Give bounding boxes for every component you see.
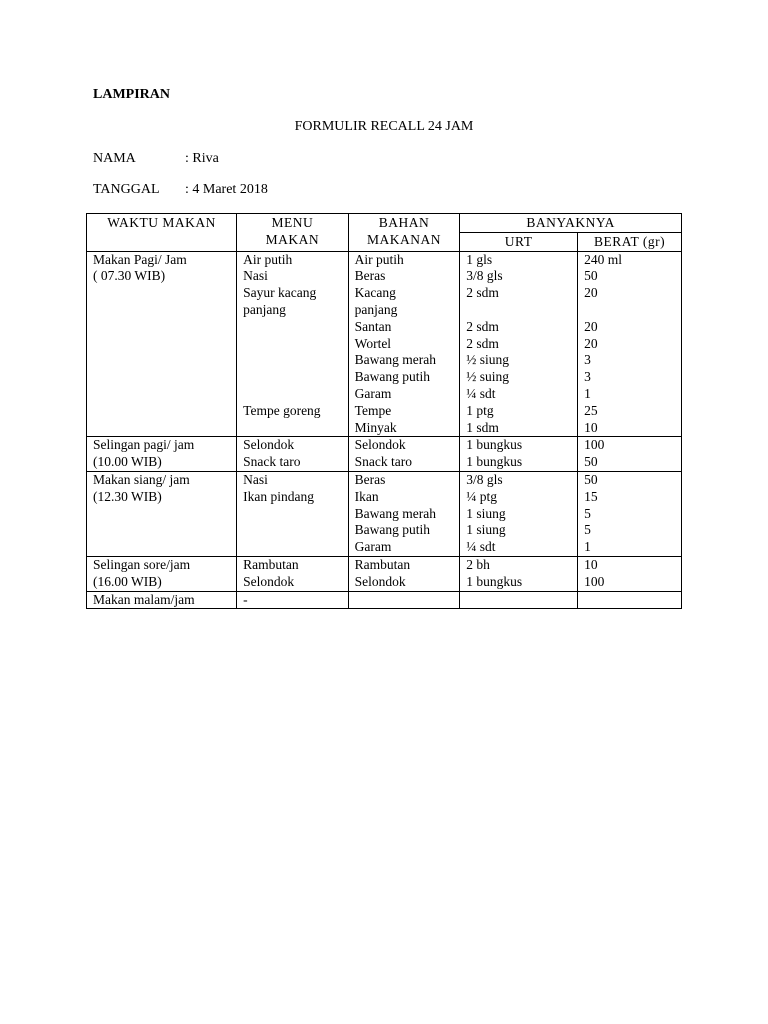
menu-makan-cell	[237, 556, 349, 591]
waktu-makan-cell	[87, 591, 237, 609]
cell-line: 10	[584, 419, 598, 435]
nama-label: NAMA	[93, 151, 136, 166]
cell-line: 20	[584, 318, 598, 334]
berat-cell	[578, 591, 682, 609]
cell-line: 100	[584, 573, 605, 589]
cell-line: 3/8 gls	[466, 471, 503, 487]
waktu-makan-cell	[87, 437, 237, 472]
bahan-makanan-cell	[348, 471, 460, 556]
urt-cell	[460, 251, 578, 437]
tanggal-label: TANGGAL	[93, 182, 160, 197]
cell-line: 1 bungkus	[466, 454, 523, 470]
waktu-makan-cell	[87, 251, 237, 437]
cell-line: 3	[584, 369, 591, 385]
header-berat: BERAT (gr)	[578, 232, 682, 251]
urt-cell	[460, 556, 578, 591]
header-menu-makan-line: MAKAN	[265, 231, 320, 247]
cell-line: 1 bungkus	[466, 437, 523, 453]
cell-line: Selondok	[354, 573, 406, 589]
header-urt: URT	[460, 232, 578, 251]
cell-line: -	[243, 591, 248, 607]
cell-line: Selingan pagi/ jam	[93, 437, 195, 453]
cell-line: 1 siung	[466, 505, 506, 521]
cell-line	[584, 592, 675, 609]
cell-line: Makan malam/jam	[93, 591, 195, 607]
cell-line	[243, 336, 342, 353]
berat-cell	[578, 471, 682, 556]
header-bahan-makanan-line: MAKANAN	[366, 231, 441, 247]
bahan-makanan-cell	[348, 556, 460, 591]
cell-line: 2 sdm	[466, 285, 499, 301]
cell-line: Santan	[354, 318, 392, 334]
cell-line: 20	[584, 285, 598, 301]
cell-line: 50	[584, 268, 598, 284]
cell-line: 2 sdm	[466, 335, 499, 351]
cell-line	[243, 369, 342, 386]
cell-line: ½ suing	[466, 369, 509, 385]
cell-line: Bawang merah	[354, 352, 436, 368]
menu-makan-cell	[237, 437, 349, 472]
menu-makan-cell	[237, 591, 349, 609]
recall-table-body	[87, 251, 682, 609]
cell-line: 100	[584, 437, 605, 453]
header-banyaknya: BANYAKNYA	[460, 214, 682, 233]
cell-line: Wortel	[354, 335, 392, 351]
bahan-makanan-cell	[348, 251, 460, 437]
cell-line: 15	[584, 488, 598, 504]
cell-line: (12.30 WIB)	[93, 488, 162, 504]
cell-line: Selondok	[243, 573, 295, 589]
cell-line: Tempe	[354, 402, 392, 418]
cell-line	[355, 592, 454, 609]
cell-line: 2 bh	[466, 556, 490, 572]
cell-line: 1 bungkus	[466, 573, 523, 589]
nama-value: : Riva	[185, 151, 219, 166]
cell-line	[243, 319, 342, 336]
recall-table-header	[87, 214, 682, 252]
cell-line: Rambutan	[354, 556, 411, 572]
cell-line: Beras	[354, 268, 386, 284]
cell-line: Air putih	[243, 251, 293, 267]
cell-line: 5	[584, 522, 591, 538]
table-row	[87, 251, 682, 437]
waktu-makan-cell	[87, 471, 237, 556]
cell-line: Nasi	[243, 471, 268, 487]
berat-cell	[578, 251, 682, 437]
cell-line: 1 gls	[466, 251, 493, 267]
cell-line: Rambutan	[243, 556, 299, 572]
cell-line: 2 sdm	[466, 318, 499, 334]
cell-line: Selondok	[354, 437, 406, 453]
header-menu-makan-line: MENU	[271, 215, 314, 230]
cell-line: Selondok	[243, 437, 295, 453]
bahan-makanan-cell	[348, 591, 460, 609]
cell-line: Bawang putih	[354, 369, 431, 385]
cell-line: 50	[584, 471, 598, 487]
cell-line: Snack taro	[243, 454, 301, 470]
cell-line: Ikan	[354, 488, 379, 504]
bahan-makanan-cell	[348, 437, 460, 472]
cell-line	[243, 506, 342, 523]
header-menu-makan	[237, 214, 349, 252]
cell-line: 1	[584, 539, 591, 555]
menu-makan-cell	[237, 471, 349, 556]
cell-line: ¼ ptg	[466, 488, 497, 504]
cell-line: 1 siung	[466, 522, 506, 538]
cell-line: Garam	[354, 539, 392, 555]
cell-line: 1 sdm	[466, 419, 499, 435]
waktu-makan-cell	[87, 556, 237, 591]
cell-line: Air putih	[354, 251, 404, 267]
urt-cell	[460, 591, 578, 609]
cell-line: 240 ml	[584, 251, 622, 267]
table-row	[87, 556, 682, 591]
cell-line: Bawang merah	[354, 505, 436, 521]
cell-line: ¼ sdt	[466, 539, 496, 555]
cell-line	[243, 522, 342, 539]
cell-line	[243, 386, 342, 403]
cell-line: panjang	[243, 301, 286, 317]
cell-line: Makan Pagi/ Jam	[93, 251, 187, 267]
cell-line: Nasi	[243, 268, 268, 284]
cell-line: Kacang	[354, 285, 396, 301]
cell-line	[466, 592, 571, 609]
cell-line: Snack taro	[354, 454, 413, 470]
urt-cell	[460, 437, 578, 472]
cell-line: 3/8 gls	[466, 268, 503, 284]
cell-line: Beras	[354, 471, 386, 487]
cell-line: 20	[584, 335, 598, 351]
form-title: FORMULIR RECALL 24 JAM	[294, 119, 474, 134]
cell-line	[584, 302, 675, 319]
cell-line: Sayur kacang	[243, 285, 317, 301]
cell-line: panjang	[354, 301, 398, 317]
cell-line: Tempe goreng	[243, 402, 321, 418]
header-bahan-makanan-line: BAHAN	[378, 215, 430, 230]
cell-line: Garam	[354, 385, 392, 401]
cell-line: Makan siang/ jam	[93, 471, 190, 487]
cell-line: ½ siung	[466, 352, 509, 368]
cell-line: Minyak	[354, 419, 397, 435]
table-row	[87, 591, 682, 609]
berat-cell	[578, 556, 682, 591]
cell-line: Selingan sore/jam	[93, 556, 191, 572]
cell-line: (16.00 WIB)	[93, 573, 162, 589]
tanggal-value: : 4 Maret 2018	[185, 182, 268, 197]
page-heading: LAMPIRAN	[93, 87, 170, 102]
cell-line: (10.00 WIB)	[93, 454, 162, 470]
berat-cell	[578, 437, 682, 472]
cell-line: 10	[584, 556, 598, 572]
table-row	[87, 471, 682, 556]
cell-line	[466, 302, 571, 319]
recall-table	[86, 213, 682, 609]
urt-cell	[460, 471, 578, 556]
cell-line: Bawang putih	[354, 522, 431, 538]
cell-line: 25	[584, 402, 598, 418]
cell-line: 3	[584, 352, 591, 368]
table-row	[87, 437, 682, 472]
cell-line	[243, 420, 342, 437]
cell-line: 5	[584, 505, 591, 521]
cell-line	[243, 352, 342, 369]
menu-makan-cell	[237, 251, 349, 437]
cell-line: Ikan pindang	[243, 488, 315, 504]
cell-line: ( 07.30 WIB)	[93, 268, 166, 284]
cell-line	[243, 539, 342, 556]
cell-line: 50	[584, 454, 598, 470]
cell-line: ¼ sdt	[466, 385, 496, 401]
header-bahan-makanan	[348, 214, 460, 252]
header-waktu-makan: WAKTU MAKAN	[87, 214, 237, 252]
cell-line: 1	[584, 385, 591, 401]
cell-line: 1 ptg	[466, 402, 494, 418]
